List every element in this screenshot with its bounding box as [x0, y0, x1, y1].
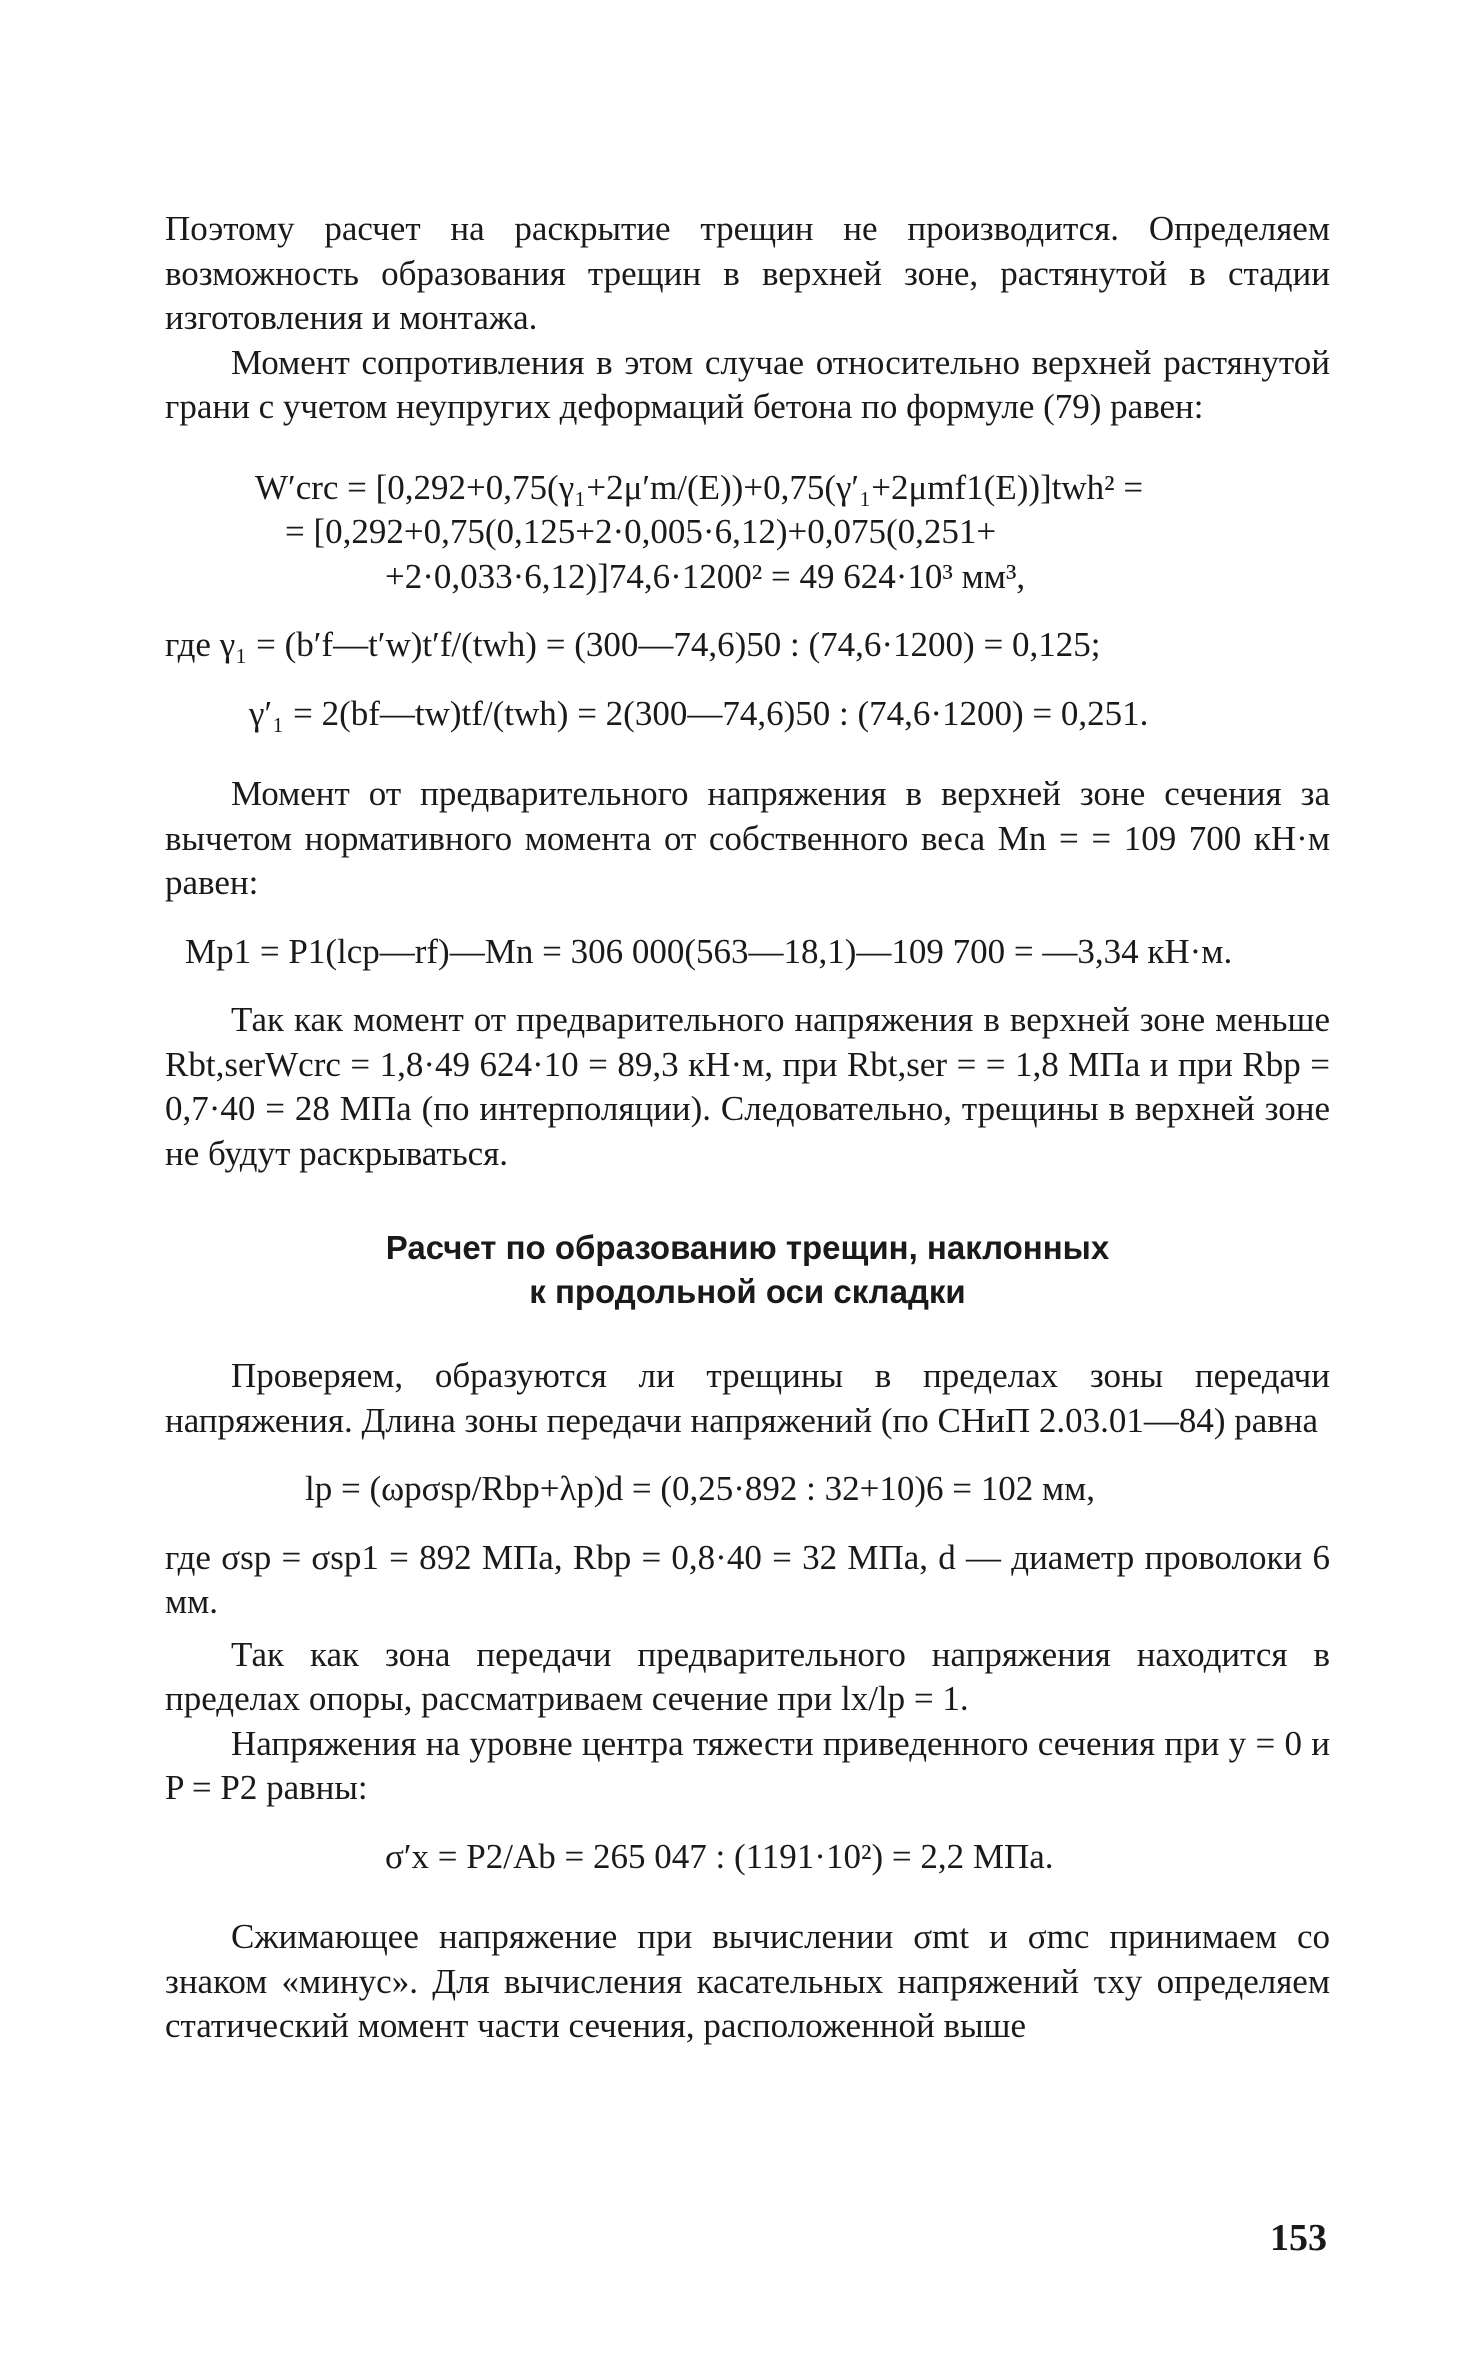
- paragraph-where-sigma: где σsp = σsp1 = 892 МПа, Rbp = 0,8·40 = 32 МПа, d — диаметр проволоки 6 мм.: [165, 1537, 1330, 1621]
- formula-wcrc-2: = [0,292+0,75(0,125+2·0,005·6,12)+0,075(0,251+: [285, 512, 997, 551]
- paragraph-support-zone: Так как зона передачи предварительного напряжения находится в пределах опоры, рассматриваем сечение при lx/lp = 1.: [165, 1634, 1330, 1718]
- formula-gamma1: где γ₁ = (b′f—t′w)t′f/(twh) = (300—74,6)50 : (74,6·1200) = 0,125;: [165, 625, 1101, 664]
- formula-wcrc-3: +2·0,033·6,12)]74,6·1200² = 49 624·10³ мм³,: [385, 556, 1026, 596]
- formula-lp: lp = (ωpσsp/Rbp+λp)d = (0,25·892 : 32+10)6 = 102 мм,: [305, 1469, 1096, 1508]
- paragraph-moment-resistance: Момент сопротивления в этом случае относительно верхней растянутой грани с учетом неупругих деформаций бетона по формуле (79) равен:: [165, 342, 1330, 426]
- paragraph-compressive-stress: Сжимающее напряжение при вычислении σmt и σmc принимаем со знаком «минус». Для вычисления касательных напряжений τxy определяем статический момент части сечения, расположенной выше: [165, 1917, 1330, 2045]
- section-heading-line-1: Расчет по образованию трещин, наклонных: [385, 1229, 1110, 1266]
- formula-gamma1-prime: γ′₁ = 2(bf—tw)tf/(twh) = 2(300—74,6)50 : (74,6·1200) = 0,251.: [249, 693, 1149, 733]
- page-number: 153: [1270, 2217, 1327, 2259]
- formula-mp1: Mp1 = P1(lcp—rf)—Mn = 306 000(563—18,1)—109 700 = —3,34 кН·м.: [185, 931, 1233, 971]
- paragraph-stress-centroid: Напряжения на уровне центра тяжести приведенного сечения при y = 0 и P = P2 равны:: [165, 1723, 1330, 1807]
- formula-sigma-x: σ′x = P2/Ab = 265 047 : (1191·10²) = 2,2 МПа.: [385, 1836, 1054, 1876]
- paragraph-conclusion: Так как момент от предварительного напряжения в верхней зоне меньше Rbt,serWcrc = 1,8·49 624·10 = 89,3 кН·м, при Rbt,ser = = 1,8 МПа и при Rbp = 0,7·40 = 28 МПа (по интерполяции). Следовательно, трещины в верхней зоне не будут раскрываться.: [165, 1000, 1330, 1173]
- section-heading-line-2: к продольной оси складки: [529, 1273, 966, 1310]
- page-body: [165, 207, 1330, 2049]
- paragraph-transfer-zone: Проверяем, образуются ли трещины в пределах зоны передачи напряжения. Длина зоны передачи напряжений (по СНиП 2.03.01—84) равна: [165, 1356, 1330, 1440]
- paragraph-prestress-moment: Момент от предварительного напряжения в верхней зоне сечения за вычетом нормативного момента от собственного веса Mn = = 109 700 кН·м равен:: [165, 774, 1330, 902]
- paragraph-intro: Поэтому расчет на раскрытие трещин не производится. Определяем возможность образования трещин в верхней зоне, растянутой в стадии изготовления и монтажа.: [165, 209, 1330, 337]
- formula-wcrc-1: W′crc = [0,292+0,75(γ₁+2μ′m/(E))+0,75(γ′₁+2μmf1(E))]twh² =: [255, 467, 1144, 507]
